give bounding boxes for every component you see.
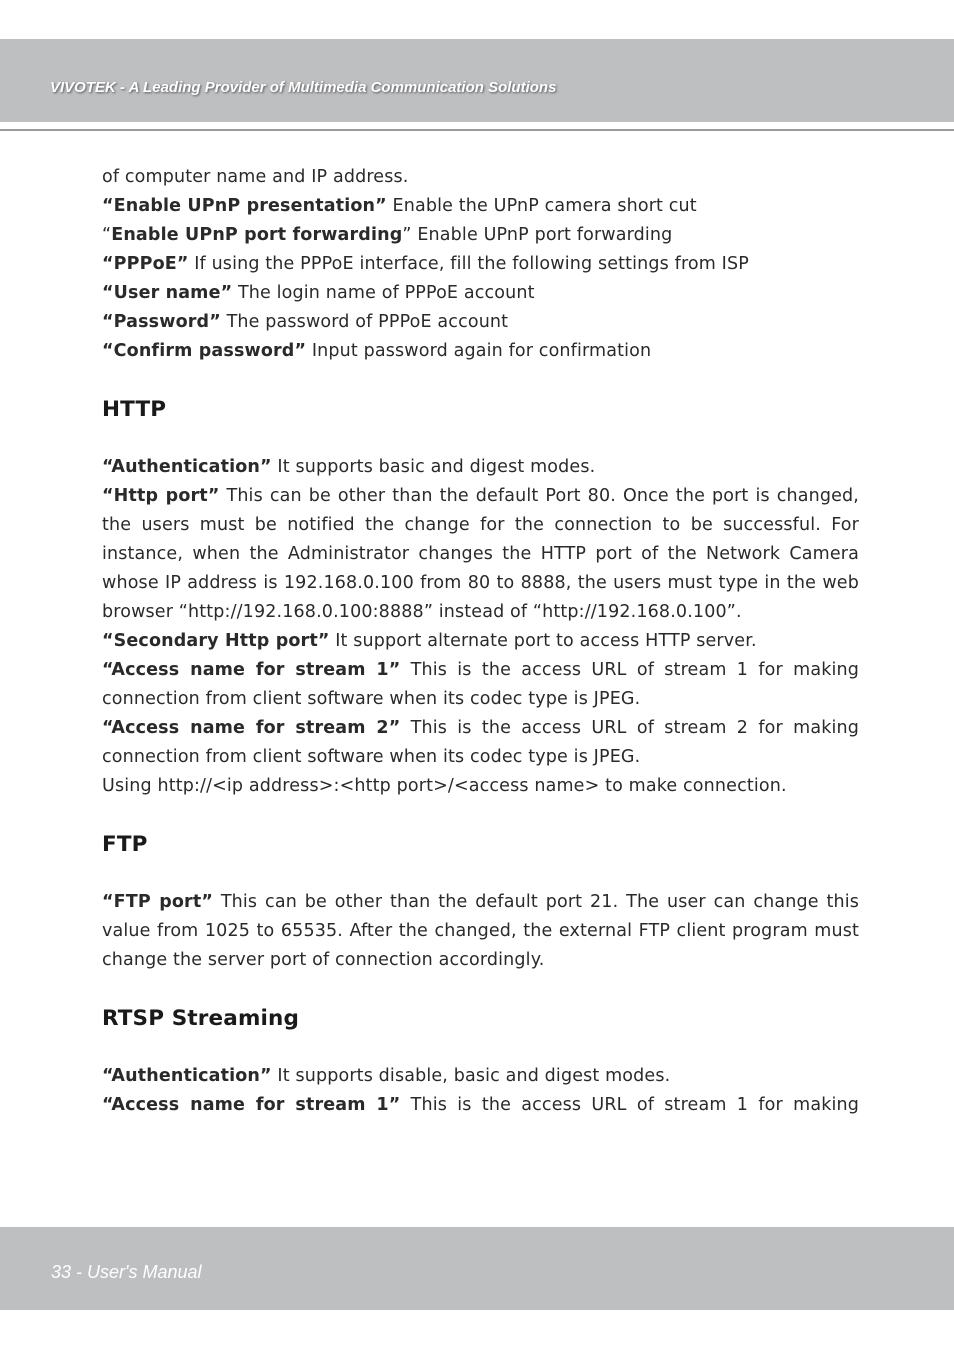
description: Enable the UPnP camera short cut: [386, 196, 697, 216]
description: This is the access URL of stream 1 for making connection from client software when its codec type is JPEG.: [102, 660, 859, 709]
text-line-usage: Using http://<ip address>:<http port>/<access name> to make connection.: [102, 776, 787, 796]
definition-user-name: [102, 279, 859, 308]
term: “Access name for stream 2”: [102, 718, 401, 738]
spacer: [102, 1033, 859, 1062]
definition-enable-upnp-port-forwarding: [102, 221, 859, 250]
term: Enable UPnP port forwarding: [111, 225, 403, 245]
page-content: [102, 163, 859, 1120]
description: This can be other than the default port 21. The user can change this value from 1025 to 65535. After the changed, the external FTP client program must change the server port of connection accordingly.: [102, 892, 859, 970]
term: “Http port”: [102, 486, 220, 506]
open-quote: “: [102, 225, 112, 245]
term: “Enable UPnP presentation”: [102, 196, 387, 216]
term: “Access name for stream 1”: [102, 660, 401, 680]
description: The password of PPPoE account: [220, 312, 509, 332]
description: It supports basic and digest modes.: [271, 457, 596, 477]
term: “Authentication”: [102, 457, 272, 477]
description: Input password again for confirmation: [306, 341, 652, 361]
term: “User name”: [102, 283, 233, 303]
definition-confirm-password: [102, 337, 859, 366]
term: “Confirm password”: [102, 341, 307, 361]
definition-rtsp-access-name-stream-1: [102, 1091, 859, 1120]
definition-enable-upnp-presentation: [102, 192, 859, 221]
description: It supports disable, basic and digest modes.: [271, 1066, 671, 1086]
description: This can be other than the default Port 80. Once the port is changed, the users must be notified the change for the connection to be successful. For instance, when the Administrator changes the HTTP port of the Network Camera whose IP address is 192.168.0.100 from 80 to 8888, the users must type in the web browser “http://192.168.0.100:8888” instead of “http://192.168.0.100”.: [102, 486, 859, 622]
header-divider: [0, 129, 954, 131]
spacer: [102, 424, 859, 453]
term: “Authentication”: [102, 1066, 272, 1086]
term: “PPPoE”: [102, 254, 189, 274]
section-heading-rtsp-streaming: RTSP Streaming: [102, 1006, 300, 1031]
term: “Secondary Http port”: [102, 631, 330, 651]
definition-pppoe: [102, 250, 859, 279]
definition-access-name-stream-2: [102, 714, 859, 772]
spacer: [102, 975, 859, 1004]
term: “FTP port”: [102, 892, 213, 912]
description: The login name of PPPoE account: [232, 283, 535, 303]
description: If using the PPPoE interface, fill the following settings from ISP: [188, 254, 749, 274]
section-heading-ftp: FTP: [102, 832, 148, 857]
text-line: of computer name and IP address.: [102, 167, 409, 187]
description: This is the access URL of stream 2 for making connection from client software when its codec type is JPEG.: [102, 718, 859, 767]
footer-page-label: 33 - User's Manual: [51, 1262, 202, 1282]
definition-ftp-port: [102, 888, 859, 975]
section-heading-http: HTTP: [102, 397, 167, 422]
definition-http-port: [102, 482, 859, 627]
spacer: [102, 859, 859, 888]
definition-authentication: [102, 453, 859, 482]
description: Enable UPnP port forwarding: [411, 225, 673, 245]
definition-rtsp-authentication: [102, 1062, 859, 1091]
description: This is the access URL of stream 1 for making: [400, 1095, 859, 1115]
definition-access-name-stream-1: [102, 656, 859, 714]
definition-password: [102, 308, 859, 337]
spacer: [102, 801, 859, 830]
header-title: VIVOTEK - A Leading Provider of Multimedia Communication Solutions: [50, 79, 557, 96]
term: “Access name for stream 1”: [102, 1095, 401, 1115]
spacer: [102, 366, 859, 395]
definition-secondary-http-port: [102, 627, 859, 656]
close-quote: ”: [402, 225, 412, 245]
term: “Password”: [102, 312, 221, 332]
description: It support alternate port to access HTTP server.: [329, 631, 757, 651]
